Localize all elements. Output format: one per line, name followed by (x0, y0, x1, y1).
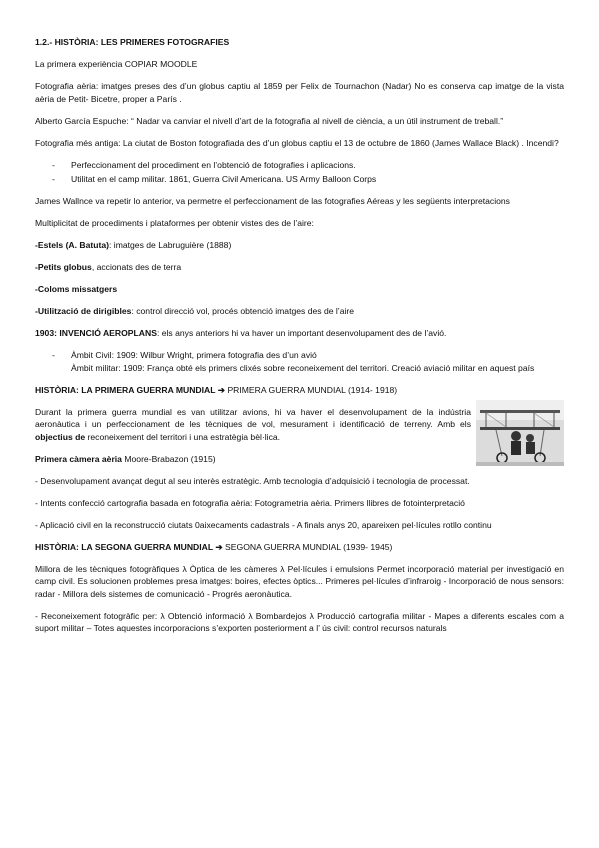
paragraph-globus: -Petits globus, accionats des de terra (35, 262, 182, 272)
heading-ww2: HISTÒRIA: LA SEGONA GUERRA MUNDIAL ➔ SEGONA GUERRA MUNDIAL (1939- 1945) (35, 541, 393, 552)
paragraph-first-camera: Primera càmera aèria Moore-Brabazon (1915) (35, 453, 216, 464)
heading-ww1: HISTÒRIA: LA PRIMERA GUERRA MUNDIAL ➔ PRIMERA GUERRA MUNDIAL (1914- 1918) (35, 384, 398, 395)
list-item: - Utilitat en el camp militar. 1861, Guerra Civil Americana. US Army Balloon Corps (52, 174, 377, 184)
arrow-right-icon: ➔ (215, 541, 223, 552)
biplane-photo-icon (476, 400, 564, 466)
paragraph-james-wallace: James Wallnce va repetir lo anterior, va permetre el perfeccionament de las fotografies Aéreas y les següents interpretacions (35, 196, 510, 206)
arrow-right-icon: ➔ (217, 384, 226, 395)
list-ambits (35, 349, 564, 374)
list-improvements (35, 159, 564, 186)
list-item: - Perfeccionament del procediment en l’obtenció de fotografies i aplicacions. (52, 159, 356, 170)
paragraph-aeroplans: 1903: INVENCIÓ AEROPLANS: els anys anteriors hi va haver un important desenvolupament des de l’avió. (35, 328, 447, 338)
paragraph-reconnaissance: - Reconeixement fotogràfic per: λ Obtenció informació λ Bombardejos λ Producció cartografia militar - Mapes a diferents escales com a suport militar – Totes aquestes incorporacions s’exporten posteriorment a l’ ús civil: control recursos naturals (35, 610, 564, 633)
paragraph-quote: Alberto García Espuche: “ Nadar va canviar el nivell d’art de la fotografia al nivell de ciència, a un útil instrument de treball.” (35, 115, 504, 126)
paragraph-dirigibles: -Utilització de dirigibles: control direcció vol, procés obtenció imatges des de l’aire (35, 306, 355, 316)
section-heading: 1.2.- HISTÒRIA: LES PRIMERES FOTOGRAFIES (35, 37, 230, 47)
paragraph-development: - Desenvolupament avançat degut al seu interès estratègic. Amb tecnologia d’adquisició i tecnologia de processat. (35, 475, 470, 486)
paragraph-first-experience: La primera experiència COPIAR MOODLE (35, 59, 198, 69)
paragraph-oldest-photo: Fotografia més antiga: La ciutat de Boston fotografiada des d’un globus captiu el 13 de octubre de 1860 (James Wallace Black) . Incendi? (35, 137, 559, 148)
ww1-section (35, 406, 564, 444)
paragraph-cartography: - Intents confecció cartografia basada en fotografia aèria: Fotogrametria aèria. Primers llibres de fotointerpretació (35, 497, 465, 508)
paragraph-civil-application: - Aplicació civil en la reconstrucció ciutats 0aixecaments cadastrals - A finals anys 20, apareixen pel·lícules rotllo continu (35, 519, 492, 530)
document-page (35, 36, 564, 644)
paragraph-coloms: -Coloms missatgers (35, 284, 118, 294)
paragraph-ww1: Durant la primera guerra mundial es van utilitzar avions, hi va haver el desenvolupament de la indústria aeronàutica i un perfeccionament de les tècniques de vol, mesurament i identificació de terreny. Amb els objectius de reconeixement del territori i una estratègia bèl·lica. (35, 406, 471, 442)
paragraph-ww2-improvements: Millora de les tècniques fotogràfiques λ Òptica de les càmeres λ Pel·lícules i emulsions Permet incorporació material per investigació en camp civil. Es solucionen problemes presa imatges: boires, efectes òptics... Primeres pel·lícules d’infraroig - Incorporació de nous sensors: radar - Millora dels sistemes de comunicació - Progrés aeronàutica. (35, 563, 564, 599)
paragraph-multiplicity: Multiplicitat de procediments i plataformes per obtenir vistes des de l’aire: (35, 218, 314, 228)
paragraph-aerial-photo: Fotografia aèria: imatges preses des d’un globus captiu al 1859 per Felix de Tournachon (Nadar) No es conserva cap imatge de la vista aèria de Petit- Bicetre, proper a París . (35, 81, 564, 104)
early-aircraft-photo (476, 400, 564, 466)
list-item: - Àmbit Civil: 1909: Wilbur Wright, primera fotografia des d’un avió Àmbit militar: 1909: França obté els primers clixés sobre reconeixement del territori. Creació aviació militar en aquest país (52, 350, 535, 373)
paragraph-estels: -Estels (A. Batuta): imatges de Labruguière (1888) (35, 240, 232, 250)
